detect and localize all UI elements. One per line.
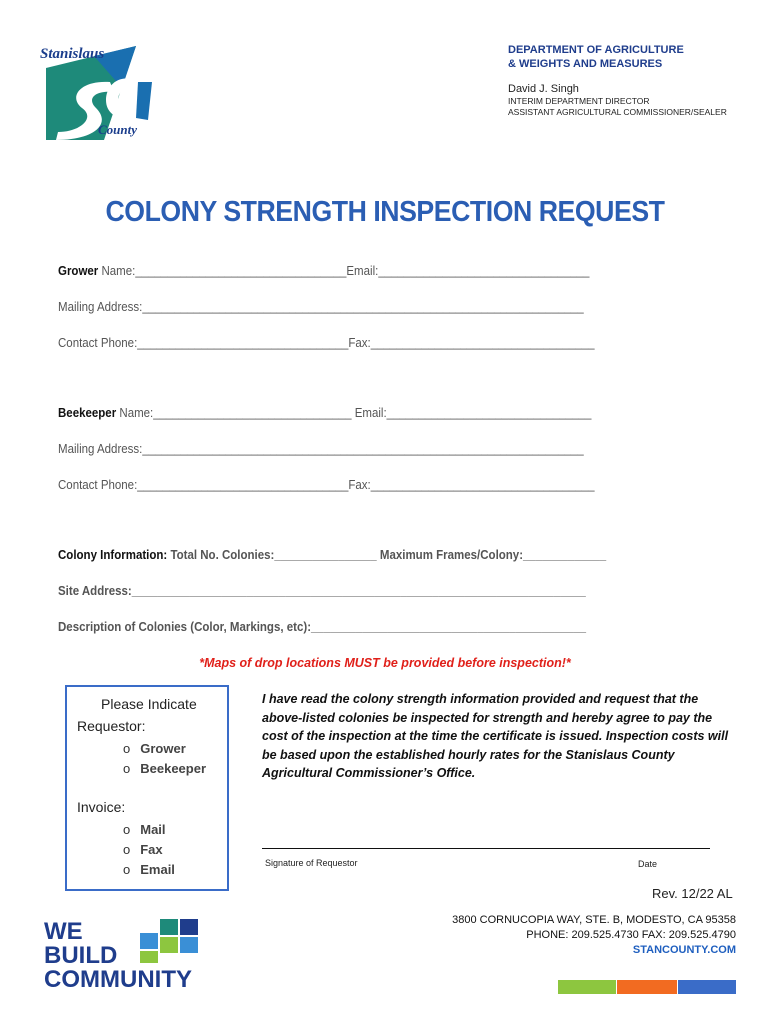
grower-name-email-row[interactable] [58,264,589,278]
dept-line1: DEPARTMENT OF AGRICULTURE [508,44,684,56]
phone-fax-line: PHONE: 209.525.4730 FAX: 209.525.4790 [526,929,736,941]
county-address [452,913,736,958]
form-title: COLONY STRENGTH INSPECTION REQUEST [105,196,665,228]
we-build-community-logo [44,917,244,991]
signature-line[interactable] [262,848,710,849]
grower-address-row[interactable]: Mailing Address:_____________________________________________________________________ [58,300,584,314]
stanislaus-county-logo [40,42,155,142]
revision-note: Rev. 12/22 AL [652,886,733,901]
beekeeper-label: Beekeeper [58,406,117,420]
director-title2: ASSISTANT AGRICULTURAL COMMISSIONER/SEALER [508,107,727,117]
logo-bottom-text: County [98,122,138,137]
requestor-heading: Requestor: [77,718,146,734]
logo-top-text: Stanislaus [40,46,105,62]
slogan-we: WE [44,918,83,945]
please-indicate-heading: Please Indicate [101,696,197,712]
beekeeper-address-row[interactable]: Mailing Address:_____________________________________________________________________ [58,442,584,456]
invoice-option-email[interactable]: o Email [123,862,175,877]
department-name [508,43,684,71]
colony-info-label: Colony Information: [58,548,168,562]
beekeeper-name-email-fields[interactable]: Name:_______________________________ Email:________________________________ [116,406,592,420]
beekeeper-name-email-row[interactable] [58,406,591,420]
colony-info-row[interactable] [58,548,606,562]
requestor-option-beekeeper[interactable]: o Beekeeper [123,761,207,776]
radio-bullet-icon[interactable]: o [123,741,131,756]
director-name: David J. Singh [508,83,579,95]
website-link[interactable]: STANCOUNTY.COM [632,944,736,956]
beekeeper-phone-fax-row[interactable]: Contact Phone:_________________________________Fax:___________________________________ [58,478,595,492]
director-titles [508,96,727,118]
signature-label: Signature of Requestor [265,858,358,868]
invoice-heading: Invoice: [77,799,126,815]
requestor-invoice-box [65,685,229,891]
grower-name-email-fields[interactable]: Name:_________________________________Email:_________________________________ [98,264,590,278]
grower-phone-fax-row[interactable]: Contact Phone:_________________________________Fax:___________________________________ [58,336,595,350]
director-title1: INTERIM DEPARTMENT DIRECTOR [508,96,650,106]
slogan-build: BUILD [44,942,118,969]
colony-count-frames-fields[interactable]: Total No. Colonies:________________ Maximum Frames/Colony:_____________ [167,548,607,562]
slogan-community: COMMUNITY [44,966,192,991]
colony-description-row[interactable]: Description of Colonies (Color, Markings, etc):___________________________________________ [58,620,587,634]
radio-bullet-icon[interactable]: o [123,842,131,857]
radio-bullet-icon[interactable]: o [123,862,131,877]
invoice-option-fax[interactable]: o Fax [123,842,163,857]
dept-line2: & WEIGHTS AND MEASURES [508,58,663,70]
invoice-option-mail[interactable]: o Mail [123,822,166,837]
requestor-option-grower[interactable]: o Grower [123,741,186,756]
address-line1: 3800 CORNUCOPIA WAY, STE. B, MODESTO, CA 95358 [452,914,736,926]
site-address-row[interactable]: Site Address:_______________________________________________________________________ [58,584,586,598]
agreement-statement: I have read the colony strength information provided and request that the above-listed colonies be inspected for strength and hereby agree to pay the cost of the inspection at the time the certificate is issued. Inspection costs will be based upon the established hourly rates for the Stanislaus County Agricultural Commissioner’s Office. [262,692,729,780]
date-label: Date [638,859,658,869]
grower-label: Grower [58,264,99,278]
radio-bullet-icon[interactable]: o [123,761,131,776]
radio-bullet-icon[interactable]: o [123,822,131,837]
maps-notice: *Maps of drop locations MUST be provided before inspection!* [199,656,571,670]
footer-color-bars [558,980,736,994]
